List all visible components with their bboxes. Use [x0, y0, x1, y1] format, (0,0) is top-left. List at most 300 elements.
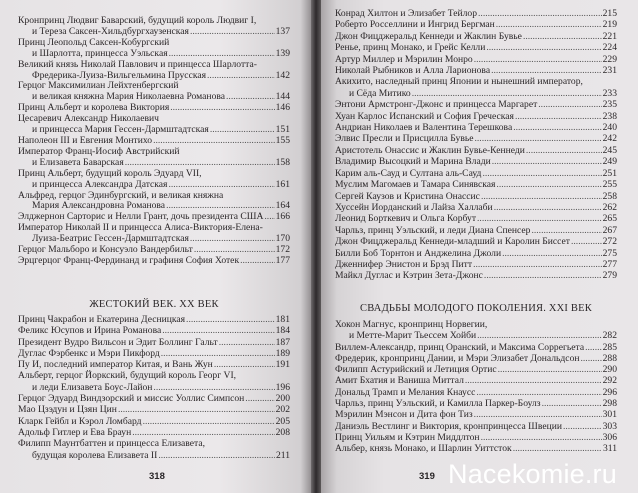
- toc-entry: [335, 259, 617, 270]
- toc-page-number: 275: [602, 247, 617, 259]
- toc-entry-line: [335, 42, 617, 53]
- toc-entry-title: Энтони Армстронг-Джонс и принцесса Маргарет: [335, 99, 538, 111]
- toc-entry: [18, 370, 290, 393]
- toc-entry: [18, 16, 290, 38]
- toc-entry-title: Эрцгерцог Франц-Фердинанд и графиня София Хотек: [18, 254, 240, 266]
- toc-entry-line: [335, 353, 617, 364]
- dot-leader: [190, 27, 275, 38]
- toc-entry-line: [335, 168, 617, 179]
- toc-entry-title: Хуан Карлос Испанский и София Греческая: [335, 110, 514, 122]
- dot-leader: [486, 42, 601, 53]
- toc-page-number: 221: [602, 30, 617, 42]
- toc-entry-line: [335, 88, 617, 99]
- toc-entry: [335, 225, 617, 236]
- toc-list: [18, 314, 290, 461]
- toc-page-number: 166: [275, 211, 290, 223]
- toc-page-number: 146: [275, 102, 290, 114]
- toc-entry: [335, 319, 617, 342]
- watermark: Nacekomie.ru: [448, 459, 617, 489]
- toc-page-number: 158: [275, 156, 290, 168]
- toc-entry: [335, 409, 617, 420]
- toc-entry-title: Президент Вудро Вильсон и Эдит Боллинг Гальт: [18, 336, 218, 348]
- toc-entry: [335, 421, 617, 432]
- toc-entry-title: Конрад Хилтон и Элизабет Тейлор: [335, 8, 478, 19]
- toc-page-number: 137: [275, 25, 290, 37]
- dot-leader: [513, 443, 602, 454]
- toc-page-number: 184: [275, 325, 290, 337]
- toc-entry-title: и великая княжна Мария Николаевна Романова: [32, 91, 226, 103]
- toc-page-number: 170: [275, 233, 290, 245]
- toc-entry-title: и принцесса Мария Гессен-Дармштадтская: [32, 124, 209, 136]
- toc-entry-line: [335, 202, 617, 213]
- dot-leader: [563, 421, 602, 432]
- dot-leader: [245, 393, 274, 404]
- toc-page-number: 292: [602, 375, 617, 387]
- toc-entry: [335, 398, 617, 409]
- toc-page-number: 262: [602, 201, 617, 213]
- toc-entry-line: [18, 60, 290, 71]
- toc-entry-title: Даниэль Вестлинг и Виктория, кронпринцесса Швеции: [335, 420, 562, 432]
- toc-entry-title: Дональд Трамп и Мелания Кнаусс: [335, 386, 476, 398]
- toc-entry-line: [335, 19, 617, 30]
- dot-leader: [478, 8, 602, 19]
- toc-entry-line: [18, 427, 290, 438]
- toc-entry: [335, 387, 617, 398]
- toc-entry: [335, 111, 617, 122]
- toc-entry-line: [335, 270, 617, 281]
- toc-entry-title: Ренье, принц Монако, и Грейс Келли: [335, 42, 486, 54]
- toc-entry: [18, 314, 290, 325]
- toc-entry-title: и Сёда Митико: [349, 87, 411, 99]
- dot-leader: [162, 325, 274, 336]
- toc-page-number: 200: [275, 393, 290, 405]
- toc-entry-line: [335, 342, 617, 353]
- toc-entry: [18, 169, 290, 191]
- toc-entry-line: [335, 54, 617, 65]
- toc-entry-title: Дуглас Фэрбенкс и Мэри Пикфорд: [18, 347, 160, 359]
- toc-entry-title: Чарльз, принц Уэльский, и Камилла Паркер-Боулз: [335, 398, 541, 410]
- toc-entry-line: [18, 370, 290, 381]
- dot-leader: [491, 65, 602, 76]
- dot-leader: [161, 348, 275, 359]
- toc-entry-title: Принц Альберт, будущий король Эдуард VII,: [18, 167, 202, 179]
- toc-entry-line: [335, 409, 617, 420]
- right-page: [321, 0, 638, 493]
- toc-entry-title: Андриан Николаев и Валентина Терешкова: [335, 122, 513, 134]
- toc-entry-title: Чарльз, принц Уэльский, и леди Диана Спенсер: [335, 224, 531, 236]
- toc-page-number: 155: [275, 134, 290, 146]
- toc-page-number: 211: [275, 449, 290, 461]
- toc-entry-title: Владимир Высоцкий и Марина Влади: [335, 156, 491, 168]
- toc-entry-line: [335, 225, 617, 236]
- toc-page-number: 215: [602, 8, 617, 19]
- toc-entry-line: [335, 330, 617, 341]
- toc-entry-line: [335, 398, 617, 409]
- toc-entry-title: Дженнифер Энистон и Брэд Питт: [335, 258, 473, 270]
- dot-leader: [494, 202, 602, 213]
- toc-entry: [18, 393, 290, 404]
- toc-entry-line: [18, 438, 290, 449]
- toc-entry-title: Принц Альберт и королева Виктория: [18, 102, 170, 114]
- dot-leader: [153, 382, 274, 393]
- toc-entry-line: [18, 169, 290, 180]
- dot-leader: [538, 99, 601, 110]
- toc-list: [335, 8, 617, 282]
- toc-entry-line: [18, 359, 290, 370]
- dot-leader: [214, 359, 275, 370]
- toc-entry-line: [18, 314, 290, 325]
- toc-entry-title: и Тереза Саксен-Хильдбургхаузенская: [32, 25, 189, 37]
- toc-entry: [335, 145, 617, 156]
- toc-entry-line: [335, 145, 617, 156]
- toc-entry: [18, 256, 290, 267]
- toc-entry-title: Артур Миллер и Мэрилин Монро: [335, 53, 473, 65]
- dot-leader: [482, 168, 601, 179]
- toc-page-number: 240: [602, 122, 617, 134]
- section-heading: СВАДЬБЫ МОЛОДОГО ПОКОЛЕНИЯ. XXI ВЕК: [360, 303, 592, 314]
- toc-entry: [335, 99, 617, 110]
- toc-entry: [335, 76, 617, 99]
- toc-entry-line: [18, 337, 290, 348]
- dot-leader: [496, 19, 602, 30]
- dot-leader: [264, 212, 274, 223]
- toc-page-number: 288: [602, 352, 617, 364]
- toc-entry-line: [18, 348, 290, 359]
- toc-entry-title: и Шарлотта, принцесса Уэльская: [32, 47, 168, 59]
- toc-page-number: 181: [275, 314, 290, 325]
- dot-leader: [498, 364, 602, 375]
- toc-entry-title: Кларк Гейбл и Кэрол Ломбард: [18, 415, 142, 427]
- toc-page-number: 311: [602, 443, 617, 455]
- page-number: 318: [149, 471, 165, 482]
- toc-entry-title: Пу И, последний император Китая, и Вань Жун: [18, 359, 213, 371]
- toc-page-number: 231: [602, 65, 617, 77]
- dot-leader: [523, 31, 602, 42]
- dot-leader: [475, 133, 602, 144]
- toc-entry-title: будущая королева Елизавета II: [32, 449, 158, 461]
- dot-leader: [492, 156, 602, 167]
- toc-entry: [18, 337, 290, 348]
- dot-leader: [474, 54, 602, 65]
- toc-entry-title: Герцог Эдуард Виндзорский и миссис Уоллис Симпсон: [18, 393, 245, 405]
- dot-leader: [585, 342, 602, 353]
- toc-entry: [335, 19, 617, 30]
- toc-entry-title: и Елизавета Баварская: [32, 156, 124, 168]
- toc-page-number: 164: [275, 200, 290, 212]
- toc-page-number: 258: [602, 190, 617, 202]
- toc-page-number: 306: [602, 431, 617, 443]
- toc-entry: [335, 236, 617, 247]
- toc-entry-line: [335, 31, 617, 42]
- toc-entry-title: Билли Боб Торнтон и Анджелина Джоли: [335, 247, 502, 259]
- toc-page-number: 290: [602, 364, 617, 376]
- dot-leader: [477, 330, 602, 341]
- dot-leader: [481, 191, 602, 202]
- toc-entry-title: Принц Леопольд Саксен-Кобургский: [18, 36, 170, 48]
- toc-entry: [335, 54, 617, 65]
- toc-page-number: 298: [602, 398, 617, 410]
- toc-page-number: 242: [602, 133, 617, 145]
- toc-entry-line: [18, 49, 290, 60]
- dot-leader: [168, 180, 274, 191]
- toc-entry-line: [335, 387, 617, 398]
- dot-leader: [170, 103, 274, 114]
- toc-entry-line: [335, 259, 617, 270]
- toc-entry-line: [335, 179, 617, 190]
- toc-page-number: 255: [602, 179, 617, 191]
- toc-entry: [18, 147, 290, 169]
- toc-entry-line: [335, 156, 617, 167]
- toc-entry-title: Принц Уильям и Кэтрин Миддлтон: [335, 431, 480, 443]
- toc-page-number: 196: [275, 381, 290, 393]
- toc-entry: [18, 416, 290, 427]
- toc-entry-title: Карим аль-Сауд и Султана аль-Сауд: [335, 167, 482, 179]
- left-page: [0, 0, 313, 493]
- toc-entry-line: [18, 382, 290, 393]
- toc-entry-line: [335, 375, 617, 386]
- toc-entry-line: [335, 133, 617, 144]
- toc-entry-title: Великий князь Николай Павлович и принцесса Шарлотта-: [18, 58, 257, 70]
- toc-entry: [335, 364, 617, 375]
- toc-entry-title: Император Франц-Иосиф Австрийский: [18, 145, 180, 157]
- toc-page-number: 219: [602, 19, 617, 31]
- toc-entry: [18, 114, 290, 136]
- toc-entry-title: Николай Рыбников и Алла Ларионова: [335, 65, 491, 77]
- toc-page-number: 233: [602, 87, 617, 99]
- toc-page-number: 303: [602, 420, 617, 432]
- toc-page-number: 238: [602, 110, 617, 122]
- toc-entry: [335, 353, 617, 364]
- toc-entry: [18, 427, 290, 438]
- toc-entry-line: [335, 65, 617, 76]
- toc-entry-title: Мария Александровна Романова: [32, 200, 166, 212]
- toc-page-number: 208: [275, 426, 290, 438]
- toc-entry: [335, 133, 617, 144]
- toc-entry-title: Луиза-Беатрис Гессен-Дармштадтская: [32, 233, 189, 245]
- toc-entry-title: Цесаревич Александр Николаевич: [18, 113, 159, 125]
- toc-entry: [18, 438, 290, 461]
- toc-entry: [18, 348, 290, 359]
- toc-entry-line: [335, 421, 617, 432]
- toc-entry-line: [335, 111, 617, 122]
- toc-entry-title: Элвис Пресли и Присцилла Бувье: [335, 133, 474, 145]
- dot-leader: [143, 416, 275, 427]
- book-spine: [311, 0, 321, 493]
- toc-page-number: 187: [275, 336, 290, 348]
- toc-entry-line: [335, 213, 617, 224]
- toc-entry-title: Муслим Магомаев и Тамара Синявская: [335, 179, 496, 191]
- dot-leader: [186, 314, 275, 325]
- toc-entry-title: Амит Бхатия и Ваниша Миттал: [335, 375, 464, 387]
- page-number: 319: [419, 471, 435, 482]
- toc-page-number: 151: [275, 124, 290, 136]
- toc-entry-title: Фредерик, кронпринц Дании, и Мэри Элизабет Дональдсон: [335, 352, 580, 364]
- toc-page-number: 285: [602, 341, 617, 353]
- toc-entry-line: [335, 236, 617, 247]
- dot-leader: [169, 49, 275, 60]
- toc-entry: [18, 38, 290, 60]
- toc-entry: [335, 191, 617, 202]
- toc-page-number: 172: [275, 244, 290, 256]
- dot-leader: [477, 213, 602, 224]
- toc-entry-line: [335, 248, 617, 259]
- toc-entry-title: Джон Фицджеральд Кеннеди-младший и Каролин Биссет: [335, 236, 570, 248]
- toc-page-number: 296: [602, 386, 617, 398]
- toc-list: [18, 16, 290, 267]
- toc-entry-title: Роберто Росселлини и Ингрид Бергман: [335, 19, 495, 31]
- toc-entry-title: и леди Елизавета Боус-Лайон: [32, 381, 153, 393]
- toc-entry: [18, 223, 290, 245]
- toc-entry-title: Аристотель Онассис и Жаклин Бувье-Кеннеди: [335, 144, 525, 156]
- toc-entry: [335, 122, 617, 133]
- toc-entry-title: и Метте-Марит Тьессем Хойби: [349, 330, 477, 342]
- dot-leader: [240, 256, 275, 267]
- dot-leader: [476, 387, 601, 398]
- toc-page-number: 265: [602, 213, 617, 225]
- dot-leader: [412, 88, 602, 99]
- toc-page-number: 277: [602, 258, 617, 270]
- toc-entry: [335, 156, 617, 167]
- toc-entry: [335, 270, 617, 281]
- toc-entry: [18, 60, 290, 82]
- toc-entry: [335, 213, 617, 224]
- toc-entry-title: Мао Цзэдун и Цзян Цин: [18, 404, 117, 416]
- toc-page-number: 245: [602, 144, 617, 156]
- toc-entry: [335, 432, 617, 443]
- toc-entry: [335, 248, 617, 259]
- toc-entry: [335, 202, 617, 213]
- toc-entry-title: Альберт, герцог Йоркский, будущий король Георг VI,: [18, 370, 237, 382]
- toc-page-number: 267: [602, 224, 617, 236]
- dot-leader: [513, 122, 601, 133]
- dot-leader: [474, 409, 602, 420]
- toc-entry: [18, 359, 290, 370]
- toc-entry: [18, 404, 290, 415]
- toc-entry-line: [335, 76, 617, 87]
- toc-entry: [18, 325, 290, 336]
- toc-page-number: 202: [275, 404, 290, 416]
- dot-leader: [496, 179, 601, 190]
- toc-entry-title: Акихито, наследный принц Японии и нынешний император,: [335, 76, 583, 88]
- toc-entry-title: Хокон Магнус, кронпринц Норвегии,: [335, 319, 488, 330]
- dot-leader: [531, 225, 601, 236]
- toc-entry-title: Принц Чакрабон и Екатерина Десницкая: [18, 314, 186, 325]
- toc-entry-line: [18, 416, 290, 427]
- dot-leader: [465, 375, 602, 386]
- dot-leader: [481, 432, 602, 443]
- toc-entry-title: Фредерика-Луиза-Вильгельмина Прусская: [32, 69, 207, 81]
- toc-entry-title: Император Николай II и принцесса Алиса-Виктория-Елена-: [18, 222, 263, 234]
- toc-page-number: 189: [275, 347, 290, 359]
- toc-entry-title: Филипп Маунтбаттен и принцесса Елизавета,: [18, 438, 205, 450]
- toc-page-number: 205: [275, 415, 290, 427]
- dot-leader: [515, 111, 602, 122]
- toc-page-number: 139: [275, 47, 290, 59]
- dot-leader: [210, 125, 275, 136]
- toc-entry: [335, 342, 617, 353]
- toc-entry-line: [18, 393, 290, 404]
- dot-leader: [526, 145, 602, 156]
- dot-leader: [118, 404, 275, 415]
- toc-entry-line: [335, 99, 617, 110]
- toc-page-number: 144: [275, 91, 290, 103]
- toc-page-number: 249: [602, 156, 617, 168]
- toc-entry: [335, 42, 617, 53]
- toc-entry-line: [335, 319, 617, 330]
- dot-leader: [571, 236, 602, 247]
- toc-page-number: 142: [275, 69, 290, 81]
- toc-entry-line: [18, 256, 290, 267]
- dot-leader: [190, 234, 275, 245]
- toc-entry: [335, 31, 617, 42]
- toc-page-number: 272: [602, 236, 617, 248]
- toc-entry-title: и принцесса Александра Датская: [32, 178, 168, 190]
- dot-leader: [226, 92, 275, 103]
- toc-entry-title: Кронпринц Людвиг Баварский, будущий король Людвиг I,: [18, 15, 257, 26]
- toc-entry-line: [18, 180, 290, 191]
- dot-leader: [207, 71, 275, 82]
- toc-page-number: 282: [602, 330, 617, 342]
- toc-entry: [335, 65, 617, 76]
- dot-leader: [484, 270, 602, 281]
- toc-entry: [335, 168, 617, 179]
- toc-entry-title: Альбер, князь Монако, и Шарлин Уиттсток: [335, 443, 512, 455]
- toc-entry-line: [335, 443, 617, 454]
- toc-entry-line: [335, 364, 617, 375]
- dot-leader: [581, 353, 602, 364]
- toc-page-number: 229: [602, 53, 617, 65]
- toc-entry: [18, 81, 290, 103]
- toc-entry-title: Джон Фицджеральд Кеннеди и Жаклин Бувье: [335, 30, 522, 42]
- toc-entry-title: Герцог Максимилиан Лейхтенбергский: [18, 80, 179, 92]
- toc-list: [335, 319, 617, 455]
- toc-entry-title: Леонид Борткевич и Ольга Корбут: [335, 213, 477, 225]
- toc-entry-title: Элджернон Сарторис и Нелли Грант, дочь президента США: [18, 211, 264, 223]
- toc-page-number: 224: [602, 42, 617, 54]
- dot-leader: [502, 248, 602, 259]
- toc-entry-title: Мэрилин Мэнсон и Дита фон Тиз: [335, 409, 473, 421]
- dot-leader: [219, 337, 275, 348]
- toc-entry-title: Альфред, герцог Эдинбургский, и великая княжна: [18, 189, 224, 201]
- toc-page-number: 279: [602, 270, 617, 282]
- toc-entry: [335, 179, 617, 190]
- toc-entry-line: [335, 122, 617, 133]
- toc-page-number: 251: [602, 167, 617, 179]
- dot-leader: [542, 398, 602, 409]
- toc-entry-title: Адольф Гитлер и Ева Браун: [18, 426, 132, 438]
- toc-entry-title: Наполеон III и Евгения Монтихо: [18, 134, 153, 146]
- toc-page-number: 161: [275, 178, 290, 190]
- dot-leader: [158, 450, 275, 461]
- toc-entry-title: Майкл Дуглас и Кэтрин Зета-Джонс: [335, 270, 483, 282]
- toc-entry: [18, 191, 290, 213]
- toc-page-number: 191: [275, 359, 290, 371]
- toc-page-number: 301: [602, 409, 617, 421]
- toc-entry-title: Феликс Юсупов и Ирина Романова: [18, 325, 162, 337]
- toc-entry-title: Филипп Астурийский и Летиция Ортис: [335, 364, 497, 376]
- toc-entry: [335, 375, 617, 386]
- toc-entry-title: Сергей Каузов и Кристина Онассис: [335, 190, 480, 202]
- toc-page-number: 235: [602, 99, 617, 111]
- dot-leader: [473, 259, 602, 270]
- dot-leader: [132, 427, 274, 438]
- toc-entry-title: Герцог Мальборо и Консуэло Вандербильт: [18, 244, 193, 256]
- toc-entry-line: [335, 8, 617, 19]
- toc-page-number: 177: [275, 254, 290, 266]
- toc-entry-title: Виллем-Александр, принц Оранский, и Максима Соррегьета: [335, 341, 585, 353]
- toc-entry-line: [18, 404, 290, 415]
- toc-entry-line: [335, 432, 617, 443]
